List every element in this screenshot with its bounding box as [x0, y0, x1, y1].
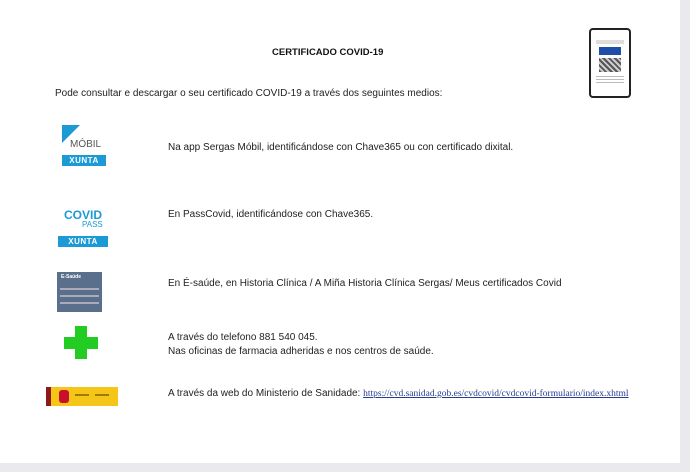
- ministerio-label: A través da web do Ministerio de Sanidade:: [168, 388, 364, 399]
- e-saude-screenshot: E-Saúde: [57, 272, 102, 312]
- gobierno-espana-logo: [46, 387, 118, 406]
- item-text-passcovid: En PassCovid, identificándose con Chave365.: [168, 209, 374, 220]
- phone-certificate-image: [589, 28, 631, 98]
- item-text-e-saude: En É-saúde, en Historia Clínica / A Miña Historia Clínica Sergas/ Meus certificados Covid: [168, 278, 562, 289]
- page-title: CERTIFICADO COVID-19: [272, 47, 384, 58]
- covid-pass-logo: COVID PASS XUNTA: [58, 208, 110, 250]
- item-text-phone: A través do telefono 881 540 045.: [168, 332, 318, 343]
- intro-text: Pode consultar e descargar o seu certificado COVID-19 a través dos seguintes medios:: [55, 88, 443, 99]
- pharmacy-cross-icon: [64, 326, 98, 359]
- ministerio-link[interactable]: https://cvd.sanidad.gob.es/cvdcovid/cvdcovid-formulario/index.xhtml: [363, 389, 629, 399]
- sergas-mobil-logo: MÓBIL XUNTA: [62, 125, 108, 169]
- item-text-ministerio: [168, 387, 629, 401]
- item-text-pharmacy: Nas oficinas de farmacia adheridas e nos centros de saúde.: [168, 346, 434, 357]
- item-text-sergas-mobil: Na app Sergas Móbil, identificándose con Chave365 ou con certificado dixital.: [168, 142, 514, 153]
